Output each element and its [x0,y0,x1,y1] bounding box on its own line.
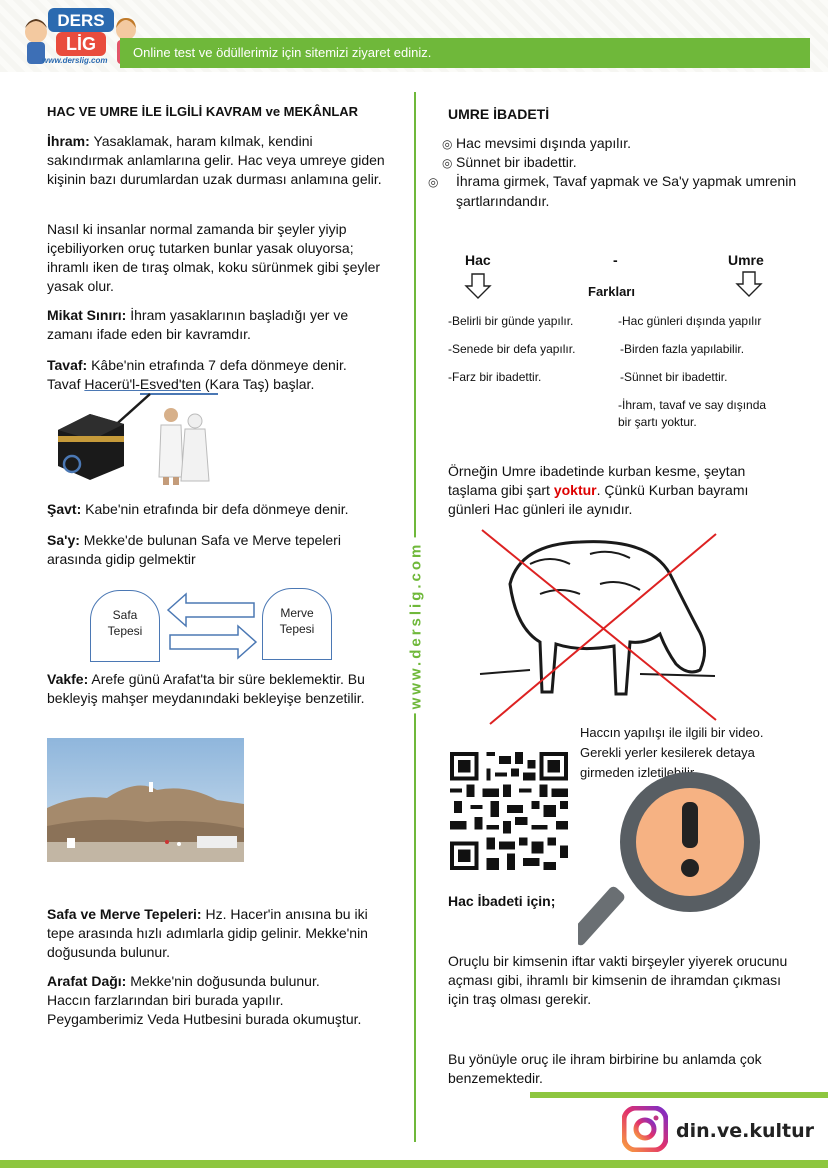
umre-bullet-2-text: Sünnet bir ibadettir. [456,154,577,170]
tavaf-def-2c: (Kara Taş) başlar. [200,376,315,392]
say-paragraph [47,531,392,569]
arafat-term: Arafat Dağı: [47,973,127,989]
compare-dash: - [613,252,618,268]
example-text-1: Örneğin Umre ibadetinde kurban kesme, şeytan taşlama gibi şart [448,463,746,498]
safa-label-1: Safa [112,608,138,622]
tavaf-def-1: Kâbe'nin etrafında 7 defa dönmeye denir. [91,357,347,373]
savt-term: Şavt: [47,501,82,517]
savt-def: Kabe'nin etrafında bir defa dönmeye denir. [85,501,349,517]
tavaf-term: Tavaf: [47,357,88,373]
footer-accent-line [530,1092,828,1098]
vakfe-paragraph [47,670,392,708]
pilgrims-illustration [155,405,211,487]
final-paragraph: Bu yönüyle oruç ile ihram birbirine bu anlamda çok benzemektedir. [448,1051,762,1086]
umre-item-3: -Sünnet bir ibadettir. [620,370,728,384]
safa-hill [90,590,160,662]
vakfe-def: Arefe günü Arafat'ta bir süre beklemektir. Bu bekleyiş mahşer meydanındaki bekleyişe benzetilir. [47,671,365,706]
umre-item-2: -Birden fazla yapılabilir. [620,342,745,356]
arrow-right-icon [170,626,256,658]
arafat-def: Mekke'nin doğusunda bulunur. Haccın farzlarından biri burada yapılır. Peygamberimiz Veda Hutbesini burada okumuştur. [47,973,362,1027]
hac-icin-heading: Hac İbadeti için; [448,893,556,909]
merve-label-1: Merve [280,606,314,620]
oruc-paragraph: Oruçlu bir kimsenin iftar vakti birşeyler yiyerek orucunu açması gibi, ihramlı bir kimsenin de ihramdan çıkması için traş olması gerekir. [448,953,788,1007]
logo-url[interactable]: www.derslig.com [42,56,108,65]
umre-bullet-1 [442,134,802,154]
say-def: Mekke'de bulunan Safa ve Merve tepeleri arasında gidip gelmektir [47,532,341,567]
umre-title: UMRE İBADETİ [448,106,550,122]
merve-hill [262,588,332,660]
example-text-2: . Çünkü Kurban bayramı günleri Hac günleri ile aynıdır. [448,482,749,517]
arrow-down-icon [735,270,763,298]
umre-bullet-2 [442,153,802,173]
hac-item-1: -Belirli bir günde yapılır. [448,314,574,328]
video-note: Haccın yapılışı ile ilgili bir video. Gerekli yerler kesilerek detaya girmeden izletilebilir. [580,725,764,780]
merve-label-2: Tepesi [279,622,315,636]
hac-item-3: -Farz bir ibadettir. [448,370,542,384]
tavaf-paragraph [47,356,392,394]
umre-item-4: -İhram, tavaf ve say dışında bir şartı yoktur. [618,398,767,429]
warning-magnifier-icon [578,772,778,952]
side-watermark [404,530,428,720]
mikat-paragraph [47,306,392,344]
mikat-def: İhram yasaklarının başladığı yer ve zamanı ifade eden bir kavramdır. [47,307,349,342]
ihram-def: Yasaklamak, haram kılmak, kendini sakındırmak anlamlarına gelir. Hac veya umreye giden kişinin bazı durumlardan uzak durması anlamına gelir. [47,133,385,187]
spiral-bullet-icon: ◎ [442,156,453,170]
instagram-icon[interactable] [622,1106,668,1152]
logo-text-top: DERS [57,11,105,30]
umre-bullet-3 [428,172,802,211]
compare-hac: Hac [465,252,491,268]
hac-item-2: -Senede bir defa yapılır. [448,342,576,356]
crossed-sheep-illustration [470,524,725,730]
bottom-line [0,1160,828,1168]
spiral-bullet-icon: ◎ [428,175,439,189]
arrow-down-icon [464,272,492,300]
tavaf-def-2a: Tavaf [47,376,85,392]
qr-code[interactable] [450,752,568,870]
mikat-term: Mikat Sınırı: [47,307,127,323]
ihram-note: Nasıl ki insanlar normal zamanda bir şeyler yiyip içebiliyorken oruç tutarken bunlar yasak oluyorsa; ihramlı iken de tıraş olmak, koku sürünmek gibi şeyler yasak olur. [47,221,381,294]
vakfe-term: Vakfe: [47,671,89,687]
umre-item-1: -Hac günleri dışında yapılır [618,314,762,328]
spiral-bullet-icon: ◎ [442,137,453,151]
safa-merve-def: Hz. Hacer'in anısına bu iki tepe arasında hızlı adımlarla gidip gelinir. Mekke'nin doğusunda bulunur. [47,906,368,960]
safa-label-2: Tepesi [107,624,143,638]
umre-example [448,462,793,519]
side-watermark-text: www.derslig.com [408,537,425,713]
arafat-paragraph [47,972,367,1029]
umre-bullet-3-text: İhrama girmek, Tavaf yapmak ve Sa'y yapmak umrenin şartlarındandır. [456,173,797,209]
compare-umre: Umre [728,252,764,268]
ihram-term: İhram: [47,133,90,149]
umre-bullet-1-text: Hac mevsimi dışında yapılır. [456,135,632,151]
left-title: HAC VE UMRE İLE İLGİLİ KAVRAM ve MEKÂNLAR [47,104,359,119]
compare-farklari: Farkları [588,284,635,299]
ihram-paragraph [47,132,387,189]
say-term: Sa'y: [47,532,80,548]
safa-merve-term: Safa ve Merve Tepeleri: [47,906,202,922]
arafat-photo [47,738,244,862]
savt-paragraph [47,500,392,519]
example-yoktur: yoktur [553,482,597,498]
arrow-left-icon [168,594,254,626]
header-tagline[interactable]: Online test ve ödüllerimiz için sitemizi ziyaret ediniz. [133,45,432,60]
logo-text-bottom: LİG [66,34,96,54]
safa-merve-paragraph [47,905,392,962]
say-arrows [166,590,258,662]
hacerul-esved-link: Hacerü'l-Esved'ten [84,376,201,392]
instagram-handle[interactable]: din.ve.kultur [676,1120,815,1142]
